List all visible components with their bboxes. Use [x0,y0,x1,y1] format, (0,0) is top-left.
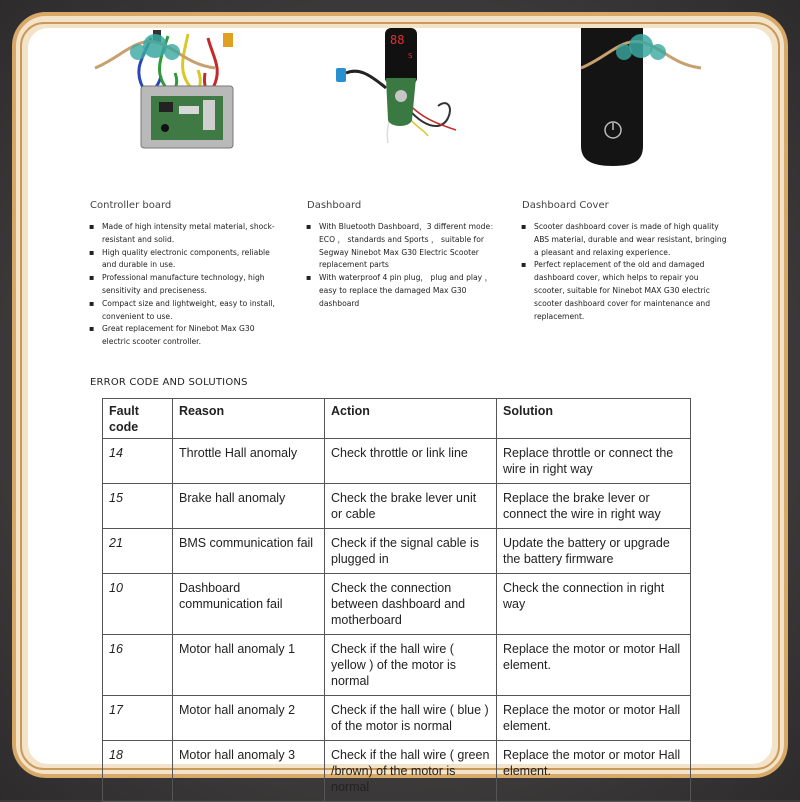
solution-cell: Replace throttle or connect the wire in right way [497,439,691,484]
list-item: ▪ With waterproof 4 pin plug， plug and play ， easy to replace the damaged Max G30 dashboard [317,272,507,310]
action-cell: Check the brake lever unit or cable [325,484,497,529]
list-item: ▪ Scooter dashboard cover is made of high quality ABS material, durable and wear resistant, bringing a pleasant and relaxing experience. [532,221,727,259]
header-action: Action [325,399,497,439]
reason-cell: Motor hall anomaly 3 [173,741,325,802]
list-item: ▪ Professional manufacture technology, high sensitivity and preciseness. [100,272,280,298]
solution-cell: Check the connection in right way [497,574,691,635]
action-cell: Check the connection between dashboard and motherboard [325,574,497,635]
reason-cell: Motor hall anomaly 2 [173,696,325,741]
action-cell: Check if the hall wire ( green /brown) of the motor is normal [325,741,497,802]
reason-cell: Dashboard communication fail [173,574,325,635]
dashboard-cover-title: Dashboard Cover [522,200,609,211]
header-reason: Reason [173,399,325,439]
ornament-right [576,28,706,76]
table-row [103,696,691,741]
fault-code-cell: 21 [103,529,173,574]
solution-cell: Replace the brake lever or connect the wire in right way [497,484,691,529]
solution-cell: Replace the motor or motor Hall element. [497,635,691,696]
dashboard-title: Dashboard [307,200,362,211]
table-row [103,529,691,574]
controller-board-bullets [88,221,280,349]
list-item: ▪ Great replacement for Ninebot Max G30 electric scooter controller. [100,323,280,349]
dashboard-photo [328,28,468,153]
ornament-left [90,28,220,76]
dashboard-digits: 88 [390,33,405,47]
list-item: ▪ Made of high intensity metal material, shock-resistant and solid. [100,221,280,247]
list-item: ▪ Perfect replacement of the old and damaged dashboard cover, which helps to repair you scooter, suitable for Ninebot MAX G30 electric scooter dashboard cover for maintenance and replacement. [532,259,727,323]
reason-cell: BMS communication fail [173,529,325,574]
reason-cell: Brake hall anomaly [173,484,325,529]
table-row [103,439,691,484]
solution-cell: Update the battery or upgrade the battery firmware [497,529,691,574]
list-item: ▪ Compact size and lightweight, easy to install, convenient to use. [100,298,280,324]
fault-code-cell: 15 [103,484,173,529]
error-code-table [102,398,691,802]
fault-code-cell: 17 [103,696,173,741]
controller-board-title: Controller board [90,200,172,211]
table-header-row [103,399,691,439]
dashboard-bullets [305,221,507,311]
fault-code-cell: 18 [103,741,173,802]
action-cell: Check throttle or link line [325,439,497,484]
action-cell: Check if the hall wire ( yellow ) of the motor is normal [325,635,497,696]
action-cell: Check if the hall wire ( blue ) of the motor is normal [325,696,497,741]
table-row [103,635,691,696]
reason-cell: Throttle Hall anomaly [173,439,325,484]
fault-code-cell: 10 [103,574,173,635]
reason-cell: Motor hall anomaly 1 [173,635,325,696]
list-item: ▪ High quality electronic components, reliable and durable in use. [100,247,280,273]
header-solution: Solution [497,399,691,439]
list-item: ▪ With Bluetooth Dashboard，3 different mode： ECO ， standards and Sports ， suitable for Segway Ninebot Max G30 Electric Scooter replacement parts [317,221,507,272]
table-row [103,484,691,529]
solution-cell: Replace the motor or motor Hall element. [497,741,691,802]
table-row [103,574,691,635]
fault-code-cell: 14 [103,439,173,484]
table-row [103,741,691,802]
error-code-heading: ERROR CODE AND SOLUTIONS [90,377,248,388]
solution-cell: Replace the motor or motor Hall element. [497,696,691,741]
action-cell: Check if the signal cable is plugged in [325,529,497,574]
fault-code-cell: 16 [103,635,173,696]
header-fault-code: Fault code [103,399,173,439]
dashboard-mode-indicator: S [408,52,413,60]
dashboard-cover-bullets [520,221,727,323]
document-page [28,28,772,794]
